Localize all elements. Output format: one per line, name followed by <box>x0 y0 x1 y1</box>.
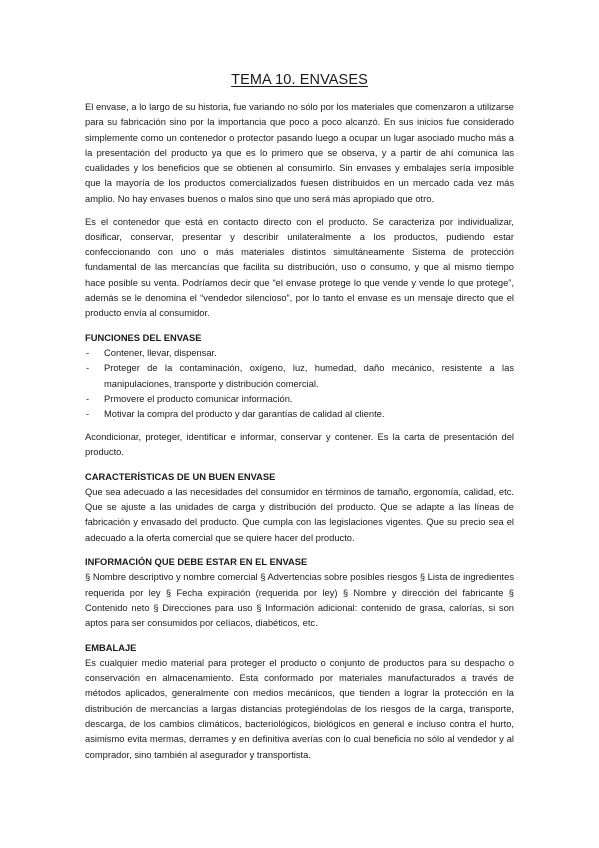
funciones-summary: Acondicionar, proteger, identificar e informar, conservar y contener. Es la carta de presentación del producto. <box>85 431 514 458</box>
list-item <box>85 392 514 407</box>
bullet-dash: - <box>86 347 90 358</box>
intro-paragraph-history: El envase, a lo largo de su historia, fue variando no sólo por los materiales que comenzaron a utilizarse para su fabricación sino por la importancia que poco a poco alcanzó. En sus inicios fue considerado simplemente como un contenedor o protector pasando luego a ocupar un lugar asociado mucho más a la presentación del producto ya que es lo primero que se observa, y a partir de ahí comunica las cualidades y los beneficios que se obtienen al consumirlo. Sin envases y embalajes sería imposible que la mayoría de los productos comercializados fuesen distribuidos en un mercado cada vez más amplio. No hay envases buenos o malos sino que uno será más apropiado que otro. <box>85 102 514 204</box>
bullet-dash: - <box>86 409 90 420</box>
list-item-text: Prmovere el producto comunicar información. <box>104 393 293 404</box>
list-item-text: Motivar la compra del producto y dar garantías de calidad al cliente. <box>104 409 385 420</box>
section-heading-funciones: FUNCIONES DEL ENVASE <box>85 332 202 343</box>
embalaje-paragraph: Es cualquier medio material para proteger el producto o conjunto de productos para su despacho o conservación en almacenamiento. Esta conformado por materiales manufacturados a través de métodos aplicados, generalmente con medios mecánicos, que tienden a lograr la protección en la distribución de mercancías a largas distancias protegiéndolas de los riesgos de la carga, transporte, descarga, de los cambios climáticos, bacteriológicos, biológicos en general e incluso contra el hurto, asimismo evita mermas, derrames y en definitiva averías con lo cual beneficia no sólo al vendedor y al comprador, sino también al asegurador y transportista. <box>85 657 514 760</box>
list-item <box>85 361 514 392</box>
funciones-list <box>85 346 514 422</box>
bullet-dash: - <box>86 393 90 404</box>
list-item <box>85 407 514 422</box>
caracteristicas-paragraph: Que sea adecuado a las necesidades del consumidor en términos de tamaño, ergonomía, calidad, etc. Que se ajuste a las unidades de carga y distribución del producto. Que se adapte a las líneas de fabricación y envasado del producto. Que cumpla con las legislaciones vigentes. Que su precio sea el adecuado a la oferta comercial que se quiere hacer del producto. <box>85 486 514 543</box>
bullet-dash: - <box>86 363 90 374</box>
list-item <box>85 346 514 361</box>
list-item-text: Contener, llevar, dispensar. <box>104 347 217 358</box>
list-item-text: Proteger de la contaminación, oxígeno, luz, humedad, daño mecánico, resistente a las manipulaciones, transporte y distribución comercial. <box>104 363 514 389</box>
informacion-paragraph: § Nombre descriptivo y nombre comercial § Advertencias sobre posibles riesgos § Lista de ingredientes requerida por ley § Fecha expiración (requerida por ley) § Nombre y dirección del fabricante § Contenido neto § Direcciones para uso § Información adicional: contenido de grasa, calorías, si son aptos para ser consumidos por celíacos, diabéticos, etc. <box>85 572 514 629</box>
page-title: TEMA 10. ENVASES <box>231 72 368 88</box>
intro-paragraph-definition: Es el contenedor que está en contacto directo con el producto. Se caracteriza por individualizar, dosificar, conservar, presentar y describir unilateralmente a los productos, pudiendo estar confeccionando con uno o más materiales distintos simultáneamente Sistema de protección fundamental de las mercancías que facilita su distribución, uso o consumo, y que al mismo tiempo hace posible su venta. Podríamos decir que “el envase protege lo que vende y vende lo que protege”, además se le denomina el “vendedor silencioso”, por lo tanto el envase es un mensaje directo que el producto envía al consumidor. <box>85 216 514 319</box>
section-heading-caracteristicas: CARACTERÍSTICAS DE UN BUEN ENVASE <box>85 471 276 482</box>
section-heading-embalaje: EMBALAJE <box>85 642 137 653</box>
section-heading-informacion: INFORMACIÓN QUE DEBE ESTAR EN EL ENVASE <box>85 557 308 568</box>
